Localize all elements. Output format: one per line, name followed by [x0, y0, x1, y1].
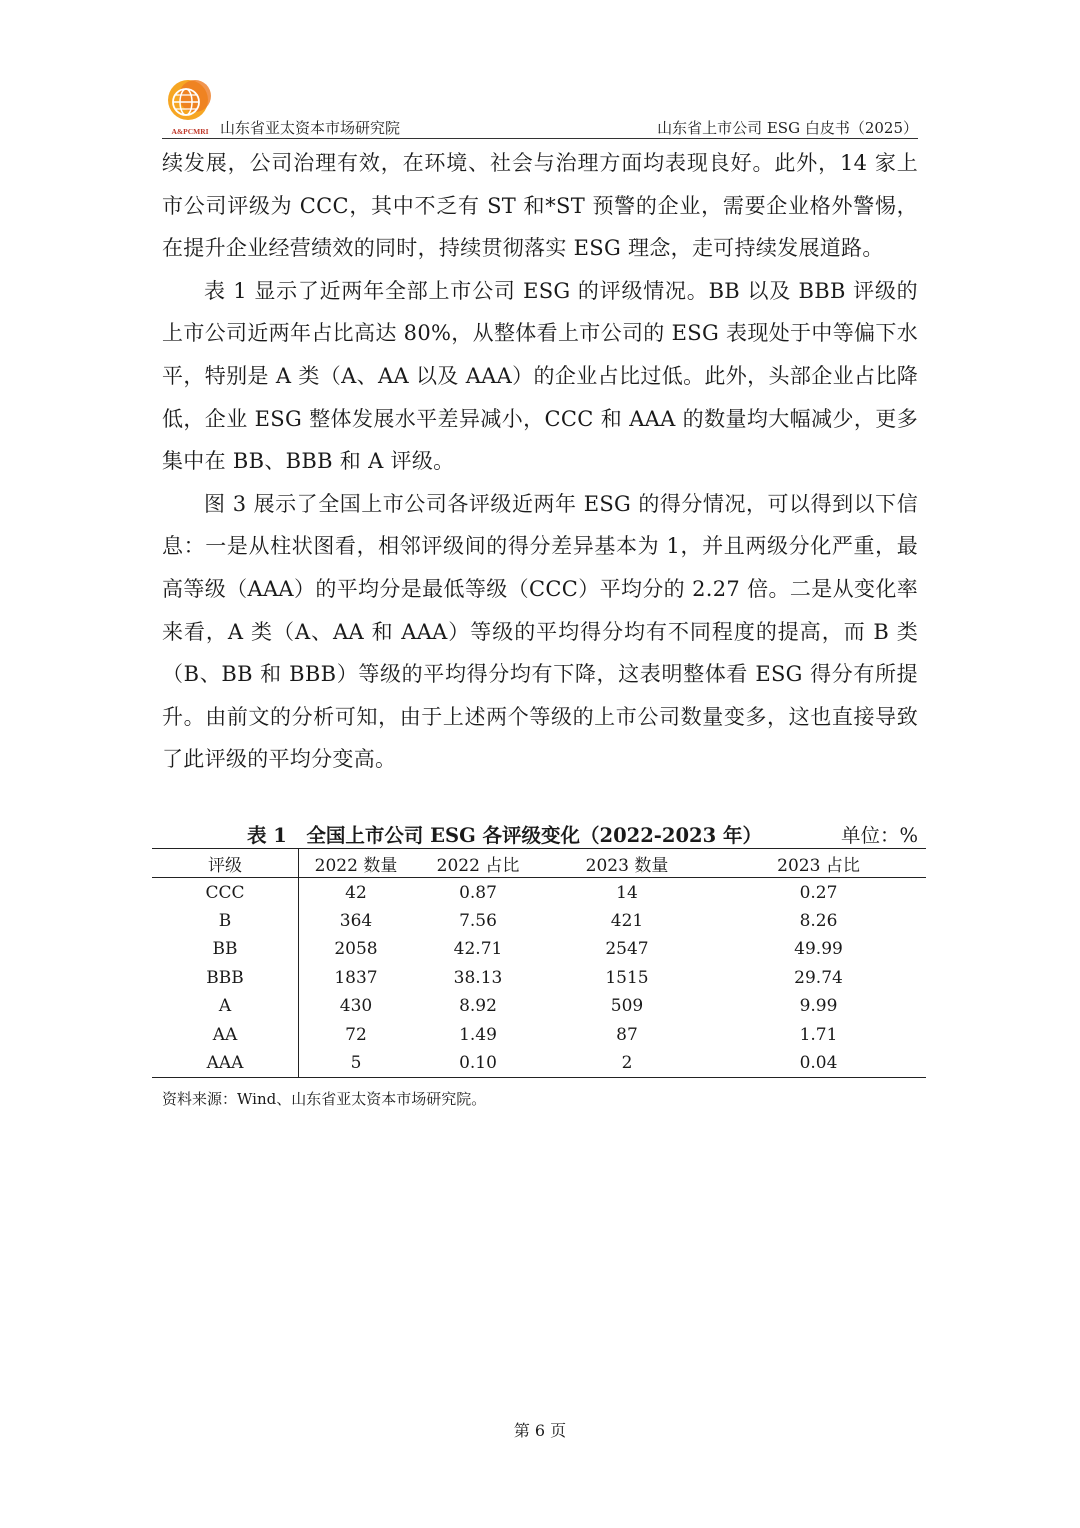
- share-2023-cell: 0.27: [799, 882, 838, 903]
- page-header: [162, 78, 918, 138]
- share-2023-cell: 49.99: [794, 939, 843, 960]
- share-2022-cell: 0.87: [459, 882, 497, 903]
- share-2022-cell: 8.92: [459, 996, 497, 1017]
- paragraph-3: 图 3 展示了全国上市公司各评级近两年 ESG 的得分情况，可以得到以下信息：一是从柱状图看，相邻评级间的得分差异基本为 1，并且两级分化严重，最高等级（AAA）的平均分是最低等级（CCC）平均分的 2.27 倍。二是从变化率来看，A 类（A、AA 和 AAA）等级的平均得分均有不同程度的提高，而 B 类（B、BB 和 BBB）等级的平均得分均有下降，这表明整体看 ESG 得分有所提升。由前文的分析可知，由于上述两个等级的上市公司数量变多，这也直接导致了此评级的平均分变高。: [162, 491, 918, 772]
- count-2023-cell: 1515: [605, 967, 649, 988]
- paragraph-2: 表 1 显示了近两年全部上市公司 ESG 的评级情况。BB 以及 BBB 评级的上市公司近两年占比高达 80%，从整体看上市公司的 ESG 表现处于中等偏下水平，特别是 A 类（A、AA 以及 AAA）的企业占比过低。此外，头部企业占比降低，企业 ESG 整体发展水平差异减小，CCC 和 AAA 的数量均大幅减少，更多集中在 BB、BBB 和 A 评级。: [162, 278, 918, 474]
- count-2022-cell: 1837: [334, 967, 378, 988]
- svg-text:A&PCMRI: A&PCMRI: [171, 127, 209, 136]
- share-2022-cell: 0.10: [459, 1052, 497, 1073]
- col-2022-count: 2022 数量: [314, 855, 398, 876]
- esg-rating-table: [152, 848, 926, 1078]
- col-2023-share: 2023 占比: [777, 855, 860, 876]
- count-2022-cell: 42: [345, 882, 367, 903]
- body-text: [162, 142, 918, 781]
- count-2023-cell: 2: [621, 1052, 633, 1073]
- header-institute-name: 山东省亚太资本市场研究院: [220, 119, 401, 137]
- table-row: [152, 878, 926, 907]
- count-2022-cell: 5: [350, 1052, 362, 1073]
- count-2022-cell: 430: [339, 996, 373, 1017]
- count-2022-cell: 2058: [334, 939, 378, 960]
- share-2023-cell: 29.74: [794, 967, 843, 988]
- rating-cell: BB: [152, 935, 299, 963]
- count-2022-cell: 72: [345, 1024, 367, 1045]
- rating-cell: AAA: [152, 1049, 299, 1078]
- share-2022-cell: 42.71: [453, 939, 503, 960]
- header-rule: [162, 138, 918, 139]
- page-number: 第 6 页: [513, 1421, 567, 1440]
- share-2023-cell: 0.04: [799, 1052, 838, 1073]
- table-title: 表 1 全国上市公司 ESG 各评级变化（2022-2023 年）: [247, 824, 762, 847]
- table-row: [152, 964, 926, 992]
- share-2023-cell: 8.26: [799, 910, 838, 931]
- rating-cell: B: [152, 907, 299, 935]
- institute-logo: [162, 78, 218, 136]
- rating-cell: CCC: [152, 878, 299, 907]
- table-row: [152, 907, 926, 935]
- count-2023-cell: 14: [616, 882, 638, 903]
- share-2022-cell: 7.56: [459, 910, 497, 931]
- share-2023-cell: 1.71: [799, 1024, 838, 1045]
- header-document-title: 山东省上市公司 ESG 白皮书（2025）: [657, 119, 918, 137]
- paragraph-1: 续发展，公司治理有效，在环境、社会与治理方面均表现良好。此外，14 家上市公司评级为 CCC，其中不乏有 ST 和*ST 预警的企业，需要企业格外警惕，在提升企业经营绩效的同时，持续贯彻落实 ESG 理念，走可持续发展道路。: [162, 151, 918, 261]
- count-2023-cell: 87: [616, 1024, 638, 1045]
- table-row: [152, 1020, 926, 1048]
- col-2022-share: 2022 占比: [436, 855, 520, 876]
- rating-cell: BBB: [152, 964, 299, 992]
- count-2022-cell: 364: [339, 910, 373, 931]
- count-2023-cell: 509: [610, 996, 644, 1017]
- col-rating: 评级: [152, 849, 299, 878]
- share-2023-cell: 9.99: [799, 996, 838, 1017]
- table-unit: 单位：%: [840, 824, 918, 847]
- col-2023-count: 2023 数量: [585, 855, 669, 876]
- share-2022-cell: 38.13: [453, 967, 503, 988]
- count-2023-cell: 421: [610, 910, 644, 931]
- table-source-note: 资料来源：Wind、山东省亚太资本市场研究院。: [162, 1090, 487, 1108]
- count-2023-cell: 2547: [605, 939, 649, 960]
- table-caption: [152, 820, 926, 848]
- share-2022-cell: 1.49: [459, 1024, 497, 1045]
- table-row: [152, 1049, 926, 1078]
- table-header-row: [152, 849, 926, 878]
- rating-cell: AA: [152, 1020, 299, 1048]
- table-row: [152, 992, 926, 1020]
- table-row: [152, 935, 926, 963]
- rating-cell: A: [152, 992, 299, 1020]
